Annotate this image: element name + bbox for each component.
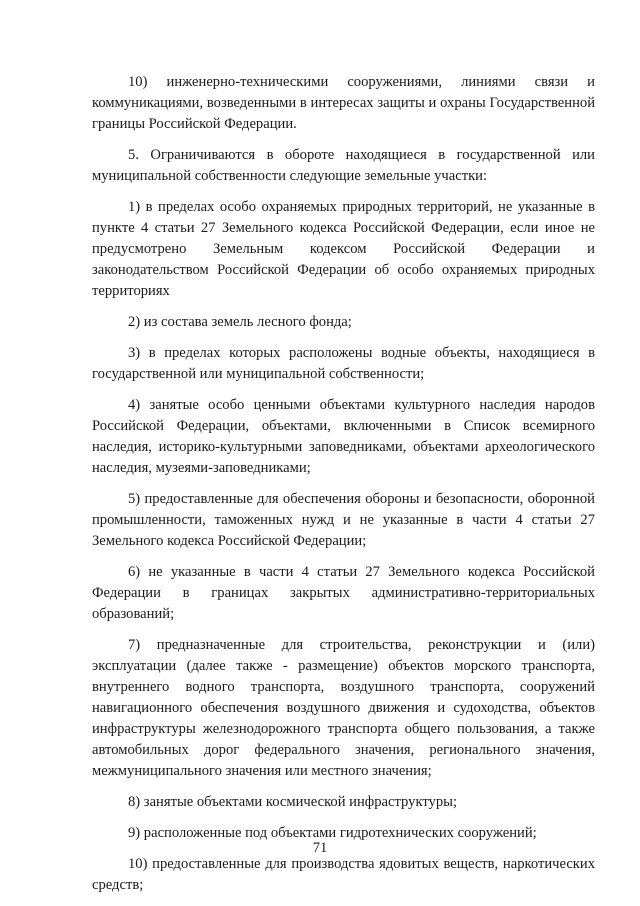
paragraph-item-4: 4) занятые особо ценными объектами культурного наследия народов Российской Федерации, объектами, включенными в Список всемирного наследия, историко-культурными заповедниками, объектами археологического наследия, музеями-заповедниками; (92, 397, 595, 476)
paragraph-clause-5: 5. Ограничиваются в обороте находящиеся в государственной или муниципальной собственности следующие земельные участки: (92, 147, 595, 184)
paragraph-item-10: 10) предоставленные для производства ядовитых веществ, наркотических средств; (92, 856, 595, 893)
page-number: 71 (312, 840, 328, 856)
paragraph-item-7: 7) предназначенные для строительства, реконструкции и (или) эксплуатации (далее также - размещение) объектов морского транспорта, внутреннего водного транспорта, воздушного транспорта, сооружений навигационного обеспечения воздушного движения и судоходства, объектов инфраструктуры железнодорожного транспорта общего пользования, а также автомобильных дорог федерального значения, регионального значения, межмуниципального значения или местного значения; (92, 637, 595, 779)
paragraph-item-5: 5) предоставленные для обеспечения обороны и безопасности, оборонной промышленности, таможенных нужд и не указанные в части 4 статьи 27 Земельного кодекса Российской Федерации; (92, 491, 595, 549)
paragraph-item-10-border: 10) инженерно-техническими сооружениями, линиями связи и коммуникациями, возведенными в интересах защиты и охраны Государственной границы Российской Федерации. (92, 74, 595, 132)
paragraph-item-3: 3) в пределах которых расположены водные объекты, находящиеся в государственной или муниципальной собственности; (92, 345, 595, 382)
paragraph-item-2: 2) из состава земель лесного фонда; (128, 314, 352, 330)
paragraph-item-9: 9) расположенные под объектами гидротехнических сооружений; (128, 825, 537, 841)
paragraph-item-8: 8) занятые объектами космической инфраструктуры; (128, 794, 458, 810)
paragraph-item-1: 1) в пределах особо охраняемых природных территорий, не указанные в пункте 4 статьи 27 Земельного кодекса Российской Федерации, если иное не предусмотрено Земельным кодексом Российской Федерации и законодательством Российской Федерации об особо охраняемых природных территориях (92, 199, 595, 299)
document-body (92, 72, 595, 906)
paragraph-item-6: 6) не указанные в части 4 статьи 27 Земельного кодекса Российской Федерации в границах закрытых административно-территориальных образований; (92, 564, 595, 622)
